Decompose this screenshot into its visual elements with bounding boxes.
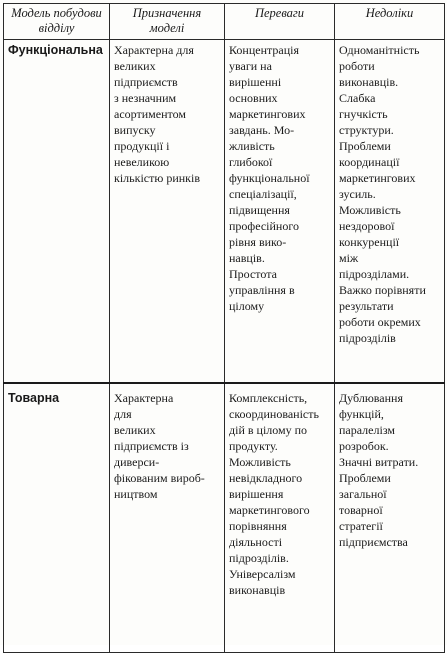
header-purpose: Призначення моделі bbox=[110, 4, 225, 40]
cell-advantages bbox=[225, 383, 335, 653]
cell-disadvantages bbox=[335, 40, 445, 384]
purpose-text: Характерна для великих підприємств із диверси- фікованим вироб- ництвом bbox=[114, 391, 205, 501]
disadvantages-text: Одноманітність роботи виконавців. Слабка гнучкість структури. Проблеми координації маркетингових зусиль. Можливість нездорової конкуренції між підрозділами. Важко порівняти результати роботи окремих підрозділів bbox=[339, 43, 426, 345]
model-name: Товарна bbox=[8, 391, 60, 405]
cell-disadvantages bbox=[335, 383, 445, 653]
disadvantages-text: Дублювання функцій, паралелізм розробок. Значні витрати. Проблеми загальної товарної стратегії підприємства bbox=[339, 391, 419, 549]
header-disadvantages: Недоліки bbox=[335, 4, 445, 40]
table-header bbox=[4, 4, 445, 40]
advantages-text: Комплексність, скоординованість дій в цілому по продукту. Можливість невідкладного вирішення маркетингового порівняння діяльності підрозділів. Універсалізм виконавців bbox=[229, 391, 319, 597]
model-name: Функціональна bbox=[8, 43, 103, 57]
cell-model-product bbox=[4, 383, 110, 653]
table-row bbox=[4, 40, 445, 384]
advantages-text: Концентрація уваги на вирішенні основних маркетингових завдань. Мо- жливість глибокої функціональної спеціалізації, підвищення професійного рівня вико- навців. Простота управління в цілому bbox=[229, 43, 310, 313]
cell-purpose bbox=[110, 40, 225, 384]
purpose-text: Характерна для великих підприємств з незначним асортиментом випуску продукції і невеликою кількістю ринків bbox=[114, 43, 200, 185]
table-row bbox=[4, 383, 445, 653]
cell-advantages bbox=[225, 40, 335, 384]
header-row bbox=[4, 4, 445, 40]
marketing-department-models-table bbox=[3, 3, 445, 653]
cell-model-functional bbox=[4, 40, 110, 384]
cell-purpose bbox=[110, 383, 225, 653]
header-model: Модель побудови відділу bbox=[4, 4, 110, 40]
header-advantages: Переваги bbox=[225, 4, 335, 40]
